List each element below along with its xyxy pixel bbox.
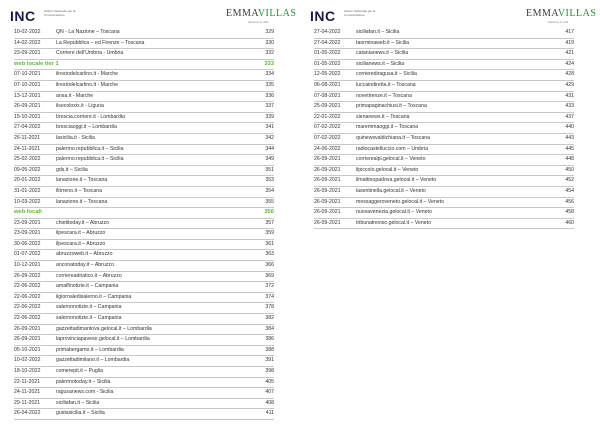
row-source: anconatoday.it – Abruzzo <box>56 262 114 269</box>
row-date: 22-11-2021 <box>14 378 41 385</box>
row-date: 22-06-2022 <box>14 315 41 322</box>
inc-tagline: Istituto Nazionale per la Comunicazione <box>344 9 376 17</box>
index-row[interactable] <box>14 293 274 304</box>
emma-tagline: Vacanze in villa <box>247 20 269 24</box>
row-source: lanazione.it – Toscana <box>56 198 108 205</box>
index-row[interactable] <box>14 250 274 261</box>
row-page-number: 440 <box>565 124 574 131</box>
index-row[interactable] <box>14 409 274 420</box>
row-source: ilpescara.it – Abruzzo <box>56 230 106 237</box>
row-page-number: 355 <box>265 198 274 205</box>
emma-logo-left: EMMA <box>226 8 258 19</box>
row-date: 12-05-2022 <box>314 71 341 78</box>
index-row[interactable] <box>14 367 274 378</box>
index-row[interactable] <box>14 346 274 357</box>
emma-logo-right: VILLAS <box>557 8 597 19</box>
row-date: 24-11-2021 <box>14 389 41 396</box>
index-row[interactable] <box>14 335 274 346</box>
section-page-number: 333 <box>264 60 274 67</box>
row-page-number: 332 <box>265 50 274 57</box>
index-row[interactable] <box>314 39 574 50</box>
section-page-number: 356 <box>264 209 274 216</box>
index-row[interactable] <box>314 198 574 209</box>
index-row[interactable] <box>14 229 274 240</box>
inc-logo-text: INC <box>310 8 336 24</box>
row-source: palermo.repubblica.it – Sicilia <box>56 156 124 163</box>
row-source: iltirreno.it – Toscana <box>56 187 103 194</box>
index-row[interactable] <box>314 28 574 39</box>
row-source: QN - La Nazione – Toscana <box>56 29 120 35</box>
row-page-number: 354 <box>265 187 274 194</box>
row-date: 10-02-2022 <box>14 29 41 35</box>
row-source: chietitoday.it – Abruzzo <box>56 219 109 226</box>
section-title: web locale tier 1 <box>14 60 59 67</box>
row-page-number: 384 <box>265 325 274 332</box>
index-row[interactable] <box>14 399 274 410</box>
row-date: 06-08-2021 <box>314 81 341 88</box>
row-source: maremmaoggi.it – Toscana <box>356 124 419 131</box>
row-date: 31-01-2022 <box>14 187 41 194</box>
row-source: bresciaoggi.it – Lombardia <box>56 124 117 131</box>
row-source: siciliafan.it – Sicilia <box>56 399 100 406</box>
row-source: luccaindiretta.it – Toscana <box>356 81 416 88</box>
row-date: 24-11-2021 <box>14 145 41 152</box>
row-source: salernonotizie.it – Campania <box>56 315 122 322</box>
row-page-number: 357 <box>265 219 274 226</box>
row-date: 22-06-2022 <box>14 304 41 311</box>
row-source: salernonotizie.it – Campania <box>56 304 122 311</box>
index-row[interactable] <box>14 187 274 198</box>
row-page-number: 424 <box>565 60 574 67</box>
index-row[interactable] <box>314 102 574 113</box>
row-source: primapaginachiusi.it – Toscana <box>356 103 427 110</box>
index-row[interactable] <box>14 70 274 81</box>
inc-logo <box>10 8 76 30</box>
row-source: palermotoday.it – Sicilia <box>56 378 111 385</box>
index-row[interactable] <box>314 155 574 166</box>
index-row[interactable] <box>314 219 574 230</box>
index-row[interactable] <box>14 282 274 293</box>
row-source: lasentinella.gelocal.it – Veneto <box>356 187 426 194</box>
row-source: sienanews.it – Toscana <box>356 113 410 120</box>
emma-logo-left: EMMA <box>526 8 558 19</box>
row-date: 23-09-2021 <box>14 230 41 237</box>
index-row[interactable] <box>14 155 274 166</box>
row-page-number: 378 <box>265 304 274 311</box>
row-page-number: 344 <box>265 145 274 152</box>
index-row[interactable] <box>14 378 274 389</box>
row-date: 01-05-2022 <box>314 50 341 57</box>
row-page-number: 437 <box>565 113 574 120</box>
row-page-number: 450 <box>565 166 574 173</box>
row-source: gazzettadimilano.it – Lombardia <box>56 357 130 364</box>
row-page-number: 411 <box>265 410 274 417</box>
index-row[interactable] <box>314 208 574 219</box>
page-header <box>310 8 597 30</box>
row-source: gustasicilia.it – Sicilia <box>56 410 105 417</box>
row-page-number: 391 <box>265 357 274 364</box>
row-date: 26-09-2022 <box>14 272 41 279</box>
row-page-number: 428 <box>565 71 574 78</box>
row-source: abruzzoweb.it – Abruzzo <box>56 251 113 258</box>
row-page-number: 330 <box>265 39 274 46</box>
index-row[interactable] <box>314 134 574 145</box>
index-row[interactable] <box>14 92 274 103</box>
row-date: 27-04-2022 <box>14 124 41 131</box>
row-source: corrierediragusa.it – Sicilia <box>356 71 417 78</box>
right-page <box>300 0 600 424</box>
row-page-number: 458 <box>565 209 574 216</box>
index-row[interactable] <box>14 176 274 187</box>
index-row[interactable] <box>14 314 274 325</box>
row-date: 07-08-2021 <box>314 92 341 99</box>
row-page-number: 407 <box>265 389 274 396</box>
row-source: amalfinotizie.it – Campania <box>56 283 119 290</box>
row-source: novetirenze.it – Toscana <box>356 92 412 99</box>
index-row[interactable] <box>314 113 574 124</box>
row-source: lanazione.it – Toscana <box>56 177 108 184</box>
row-page-number: 388 <box>265 346 274 353</box>
row-source: corrierealpi.gelocal.it – Veneto <box>356 156 426 163</box>
row-date: 10-02-2022 <box>14 357 41 364</box>
emma-villas-logo <box>526 8 597 24</box>
row-page-number: 361 <box>265 240 274 247</box>
row-page-number: 363 <box>265 251 274 258</box>
index-row[interactable] <box>14 388 274 399</box>
index-row[interactable] <box>14 198 274 209</box>
row-source: ilpescara.it – Abruzzo <box>56 240 106 247</box>
row-date: 26-09-2021 <box>14 103 41 110</box>
row-page-number: 335 <box>265 81 274 88</box>
emma-tagline: Vacanze in villa <box>547 20 569 24</box>
section-header <box>14 208 274 219</box>
row-page-number: 443 <box>565 134 574 141</box>
row-date: 26-09-2021 <box>314 219 341 226</box>
index-row[interactable] <box>314 166 574 177</box>
index-row[interactable] <box>14 219 274 230</box>
row-date: 05-10-2021 <box>14 346 41 353</box>
row-source: palermo.repubblica.it – Sicilia <box>56 145 124 152</box>
index-row[interactable] <box>14 81 274 92</box>
row-source: laprovinciapavese.gelocal.it – Lombardia <box>56 336 150 343</box>
row-page-number: 445 <box>565 145 574 152</box>
row-source: taorminaweb.it – Sicilia <box>356 39 410 46</box>
row-page-number: 349 <box>265 156 274 163</box>
row-date: 26-09-2021 <box>314 187 341 194</box>
row-date: 14-02-2022 <box>14 39 41 46</box>
row-date: 26-09-2021 <box>314 166 341 173</box>
emma-villas-logo <box>226 8 297 24</box>
row-page-number: 417 <box>565 29 574 35</box>
row-date: 23-09-2021 <box>14 219 41 226</box>
row-date: 26-09-2021 <box>314 209 341 216</box>
row-source: ansa.it - Marche <box>56 92 94 99</box>
row-date: 07-02-2022 <box>314 134 341 141</box>
index-row[interactable] <box>314 187 574 198</box>
page-header <box>10 8 297 30</box>
row-page-number: 386 <box>265 336 274 343</box>
row-page-number: 341 <box>265 124 274 131</box>
row-page-number: 369 <box>265 272 274 279</box>
row-date: 18-10-2022 <box>14 368 41 374</box>
index-row[interactable] <box>314 70 574 81</box>
row-page-number: 336 <box>265 92 274 99</box>
row-page-number: 342 <box>265 134 274 141</box>
row-page-number: 405 <box>265 378 274 385</box>
row-date: 26-11-2021 <box>14 134 41 141</box>
row-page-number: 408 <box>265 399 274 406</box>
index-list <box>314 28 574 229</box>
row-page-number: 460 <box>565 219 574 226</box>
index-row[interactable] <box>14 261 274 272</box>
row-source: ilsecoloxix.it - Liguria <box>56 103 104 110</box>
row-source: gds.it – Sicilia <box>56 166 88 173</box>
row-date: 25-02-2022 <box>14 156 41 163</box>
row-source: La Repubblica – ed Firenze – Toscana <box>56 39 145 46</box>
row-page-number: 382 <box>265 315 274 322</box>
row-date: 07-10-2021 <box>14 81 41 88</box>
row-page-number: 456 <box>565 198 574 205</box>
index-row[interactable] <box>14 28 274 39</box>
index-row[interactable] <box>314 123 574 134</box>
index-row[interactable] <box>314 60 574 71</box>
row-date: 07-10-2021 <box>14 71 41 78</box>
row-date: 01-05-2022 <box>314 60 341 67</box>
index-row[interactable] <box>14 49 274 60</box>
row-page-number: 372 <box>265 283 274 290</box>
row-source: ilmattinopadova.gelocal.it – Veneto <box>356 177 437 184</box>
row-date: 07-02-2022 <box>314 124 341 131</box>
row-source: messaggeroveneto.gelocal.it – Veneto <box>356 198 444 205</box>
row-page-number: 339 <box>265 113 274 120</box>
inc-logo-text: INC <box>10 8 36 24</box>
index-row[interactable] <box>14 134 274 145</box>
row-date: 25-09-2021 <box>314 103 341 110</box>
row-date: 10-03-2022 <box>14 198 41 205</box>
row-source: corriereadriatico.it – Abruzzo <box>56 272 122 279</box>
row-page-number: 329 <box>265 29 274 35</box>
row-source: catanianews.it – Sicilia <box>356 50 409 57</box>
row-date: 22-06-2022 <box>14 283 41 290</box>
row-date: 26-09-2021 <box>314 177 341 184</box>
row-page-number: 433 <box>565 103 574 110</box>
row-page-number: 431 <box>565 92 574 99</box>
row-page-number: 452 <box>565 177 574 184</box>
row-page-number: 337 <box>265 103 274 110</box>
row-page-number: 374 <box>265 293 274 300</box>
row-date: 24-06-2022 <box>314 145 341 152</box>
index-row[interactable] <box>314 145 574 156</box>
row-source: comerepit.it – Puglia <box>56 368 103 374</box>
index-row[interactable] <box>14 123 274 134</box>
section-title: web locali <box>14 209 42 216</box>
row-page-number: 366 <box>265 262 274 269</box>
index-row[interactable] <box>14 325 274 336</box>
row-source: ilrestodelcarlino.it - Marche <box>56 71 118 78</box>
index-row[interactable] <box>314 92 574 103</box>
index-row[interactable] <box>14 145 274 156</box>
row-source: ragusanews.com - Sicilia <box>56 389 114 396</box>
row-source: nuovavenezia.gelocal.it – Veneto <box>356 209 432 216</box>
index-row[interactable] <box>314 81 574 92</box>
row-date: 26-04-2022 <box>14 410 41 417</box>
row-date: 09-05-2022 <box>14 166 41 173</box>
row-date: 30-06-2022 <box>14 240 41 247</box>
row-source: Corriere dell'Umbria - Umbria <box>56 50 124 57</box>
row-date: 29-11-2021 <box>14 399 41 406</box>
index-row[interactable] <box>314 176 574 187</box>
row-source: primabergamo.it – Lombardia <box>56 346 124 353</box>
row-page-number: 454 <box>565 187 574 194</box>
row-page-number: 421 <box>565 50 574 57</box>
index-row[interactable] <box>14 166 274 177</box>
inc-tagline: Istituto Nazionale per la Comunicazione <box>44 9 76 17</box>
row-source: ilrestodelcarlino.it - Marche <box>56 81 118 88</box>
index-row[interactable] <box>14 113 274 124</box>
row-page-number: 334 <box>265 71 274 78</box>
row-date: 13-12-2021 <box>14 92 41 99</box>
row-page-number: 419 <box>565 39 574 46</box>
row-page-number: 353 <box>265 177 274 184</box>
row-source: ilpiccolo.gelocal.it – Veneto <box>356 166 419 173</box>
row-page-number: 448 <box>565 156 574 163</box>
index-row[interactable] <box>14 240 274 251</box>
index-row[interactable] <box>314 49 574 60</box>
row-source: tribunatreviso.gelocal.it – Veneto <box>356 219 431 226</box>
row-source: ilgiornaledisalerno.it – Campania <box>56 293 132 300</box>
inc-logo <box>310 8 376 30</box>
row-source: lasicilia.it - Sicilia <box>56 134 95 141</box>
index-row[interactable] <box>14 356 274 367</box>
row-date: 15-10-2021 <box>14 113 41 120</box>
row-source: radiocastelluccio.com – Umbria <box>356 145 429 152</box>
index-row[interactable] <box>14 102 274 113</box>
row-date: 22-01-2022 <box>314 113 341 120</box>
row-date: 23-09-2021 <box>14 50 41 57</box>
row-source: gazzettadimantova.gelocal.it – Lombardia <box>56 325 152 332</box>
row-date: 26-09-2021 <box>14 325 41 332</box>
index-row[interactable] <box>14 303 274 314</box>
section-header <box>14 60 274 71</box>
row-date: 26-09-2021 <box>314 198 341 205</box>
row-date: 10-12-2021 <box>14 262 41 269</box>
emma-logo-right: VILLAS <box>257 8 297 19</box>
row-source: sicilianews.it – Sicilia <box>356 60 405 67</box>
row-source: quinewsvaldichiana.it – Toscana <box>356 134 431 141</box>
row-date: 22-06-2022 <box>14 293 41 300</box>
index-list <box>14 28 274 420</box>
row-page-number: 351 <box>265 166 274 173</box>
row-date: 26-09-2021 <box>14 336 41 343</box>
row-page-number: 359 <box>265 230 274 237</box>
row-date: 01-07-2022 <box>14 251 41 258</box>
index-row[interactable] <box>14 272 274 283</box>
row-source: siciliafan.it – Sicilia <box>356 29 400 35</box>
index-row[interactable] <box>14 39 274 50</box>
row-date: 27-04-2022 <box>314 39 341 46</box>
row-date: 27-04-2022 <box>314 29 341 35</box>
row-date: 26-09-2021 <box>314 156 341 163</box>
row-page-number: 398 <box>265 368 274 374</box>
row-source: brescia.corriere.it - Lombardia <box>56 113 125 120</box>
row-page-number: 429 <box>565 81 574 88</box>
row-date: 20-01-2022 <box>14 177 41 184</box>
